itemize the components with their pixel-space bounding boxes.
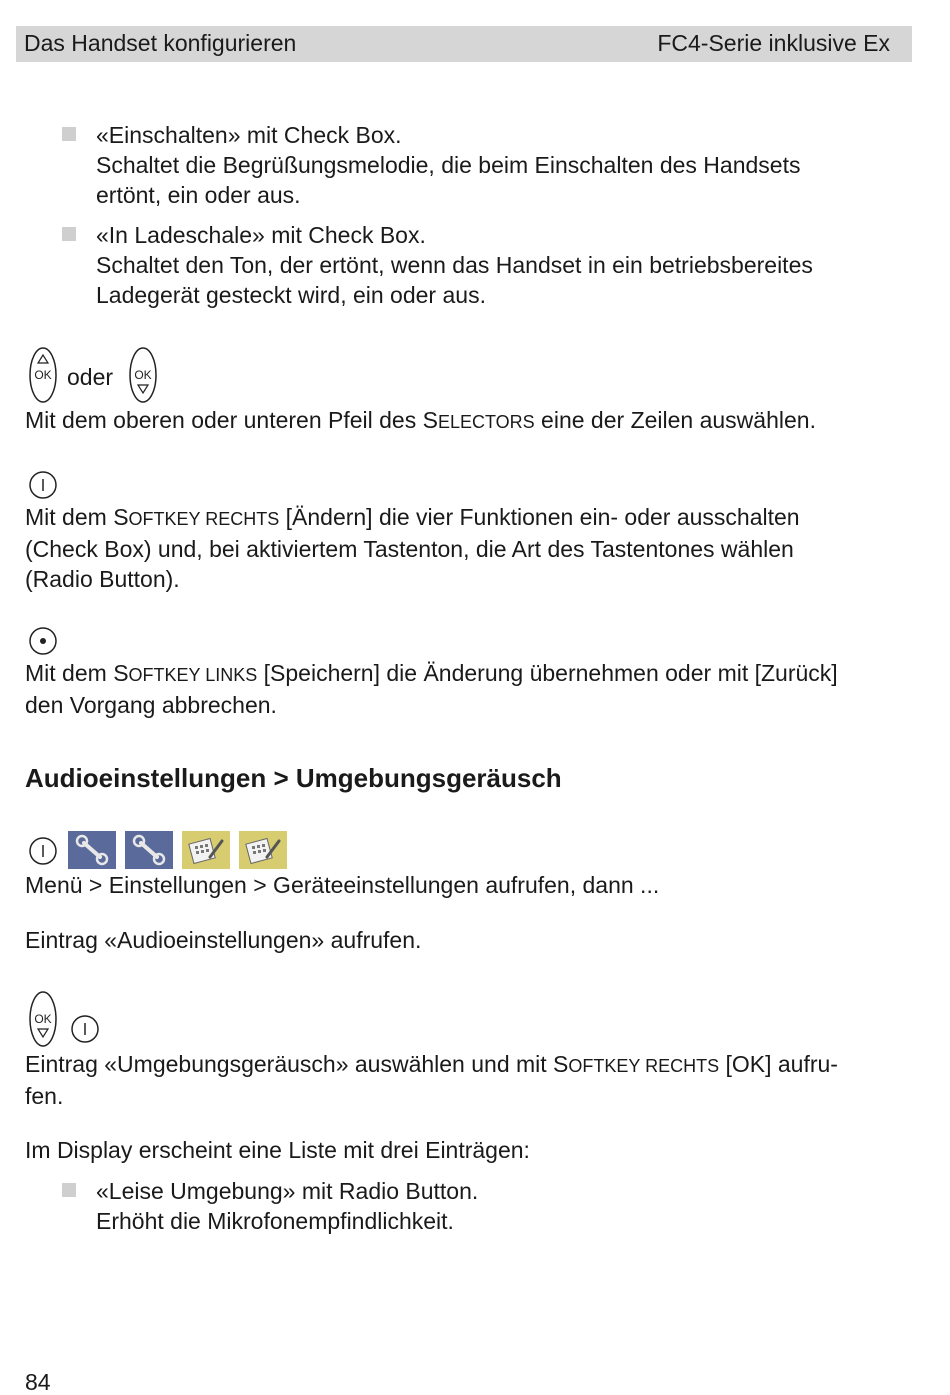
text-line: fen. xyxy=(25,1083,64,1109)
ok-down-key-icon xyxy=(28,990,58,1048)
svg-text:OK: OK xyxy=(134,368,152,382)
svg-text:OK: OK xyxy=(34,368,52,382)
ok-down-key-icon xyxy=(128,346,158,404)
bullet-square-icon xyxy=(62,227,76,241)
text-run: OFTKEY RECHTS xyxy=(128,509,280,529)
bullet-line: Ladegerät gesteckt wird, ein oder aus. xyxy=(96,282,486,308)
phone-settings-icon xyxy=(239,831,287,869)
text-run: [Ändern] die vier Funktionen ein- oder ausschalten xyxy=(279,504,800,530)
section-heading: Audioeinstellungen > Umgebungsgeräusch xyxy=(25,763,562,793)
ok-up-key-icon xyxy=(28,346,58,404)
softkey-left-icon xyxy=(28,626,58,656)
softkey-left-instruction xyxy=(25,658,915,720)
text-run: [Speichern] die Änderung übernehmen oder mit [Zurück] xyxy=(257,660,838,686)
header-left-title: Das Handset konfigurieren xyxy=(24,30,297,56)
wrench-icon xyxy=(68,831,116,869)
softkey-right-icon xyxy=(70,1014,100,1044)
page-number: 84 xyxy=(25,1369,51,1395)
selector-instruction xyxy=(25,405,915,437)
text-run: Mit dem oberen oder unteren Pfeil des xyxy=(25,407,423,433)
bullet-square-icon xyxy=(62,1183,76,1197)
text-run: S xyxy=(422,407,438,433)
entry-audio-text: Eintrag «Audioeinstellungen» aufrufen. xyxy=(25,927,422,953)
display-list-intro: Im Display erscheint eine Liste mit drei Einträgen: xyxy=(25,1137,530,1163)
bullet-line: Schaltet die Begrüßungsmelodie, die beim Einschalten des Handsets xyxy=(96,152,801,178)
bullet-line: «In Ladeschale» mit Check Box. xyxy=(96,222,426,248)
text-run: ELECTORS xyxy=(437,412,535,432)
bullet-line: «Leise Umgebung» mit Radio Button. xyxy=(96,1178,479,1204)
bullet-line: Erhöht die Mikrofonempfindlichkeit. xyxy=(96,1208,454,1234)
softkey-right-instruction xyxy=(25,502,915,594)
text-run: [OK] aufru- xyxy=(719,1051,838,1077)
text-line: (Radio Button). xyxy=(25,566,180,592)
page-header xyxy=(16,26,912,62)
svg-text:OK: OK xyxy=(34,1012,52,1026)
softkey-right-icon xyxy=(28,836,58,866)
text-run: Eintrag «Umgebungsgeräusch» auswählen und mit xyxy=(25,1051,554,1077)
text-run: eine der Zeilen auswählen. xyxy=(534,407,816,433)
text-run: OFTKEY LINKS xyxy=(128,665,258,685)
text-run: Mit dem xyxy=(25,660,114,686)
bullet-square-icon xyxy=(62,127,76,141)
header-right-title: FC4-Serie inklusive Ex xyxy=(657,30,890,56)
wrench-icon xyxy=(125,831,173,869)
text-line: (Check Box) und, bei aktiviertem Tastenton, die Art des Tastentones wählen xyxy=(25,536,794,562)
entry-select-instruction xyxy=(25,1049,915,1111)
text-run: S xyxy=(113,660,129,686)
text-run: S xyxy=(113,504,129,530)
text-run: OFTKEY RECHTS xyxy=(568,1056,720,1076)
oder-label: oder xyxy=(67,364,114,390)
text-run: S xyxy=(553,1051,569,1077)
text-line: den Vorgang abbrechen. xyxy=(25,692,277,718)
softkey-right-icon xyxy=(28,470,58,500)
text-run: Mit dem xyxy=(25,504,114,530)
bullet-line: «Einschalten» mit Check Box. xyxy=(96,122,402,148)
menu-path-text: Menü > Einstellungen > Geräteeinstellungen aufrufen, dann ... xyxy=(25,872,660,898)
bullet-line: ertönt, ein oder aus. xyxy=(96,182,301,208)
phone-settings-icon xyxy=(182,831,230,869)
bullet-line: Schaltet den Ton, der ertönt, wenn das Handset in ein betriebsbereites xyxy=(96,252,813,278)
